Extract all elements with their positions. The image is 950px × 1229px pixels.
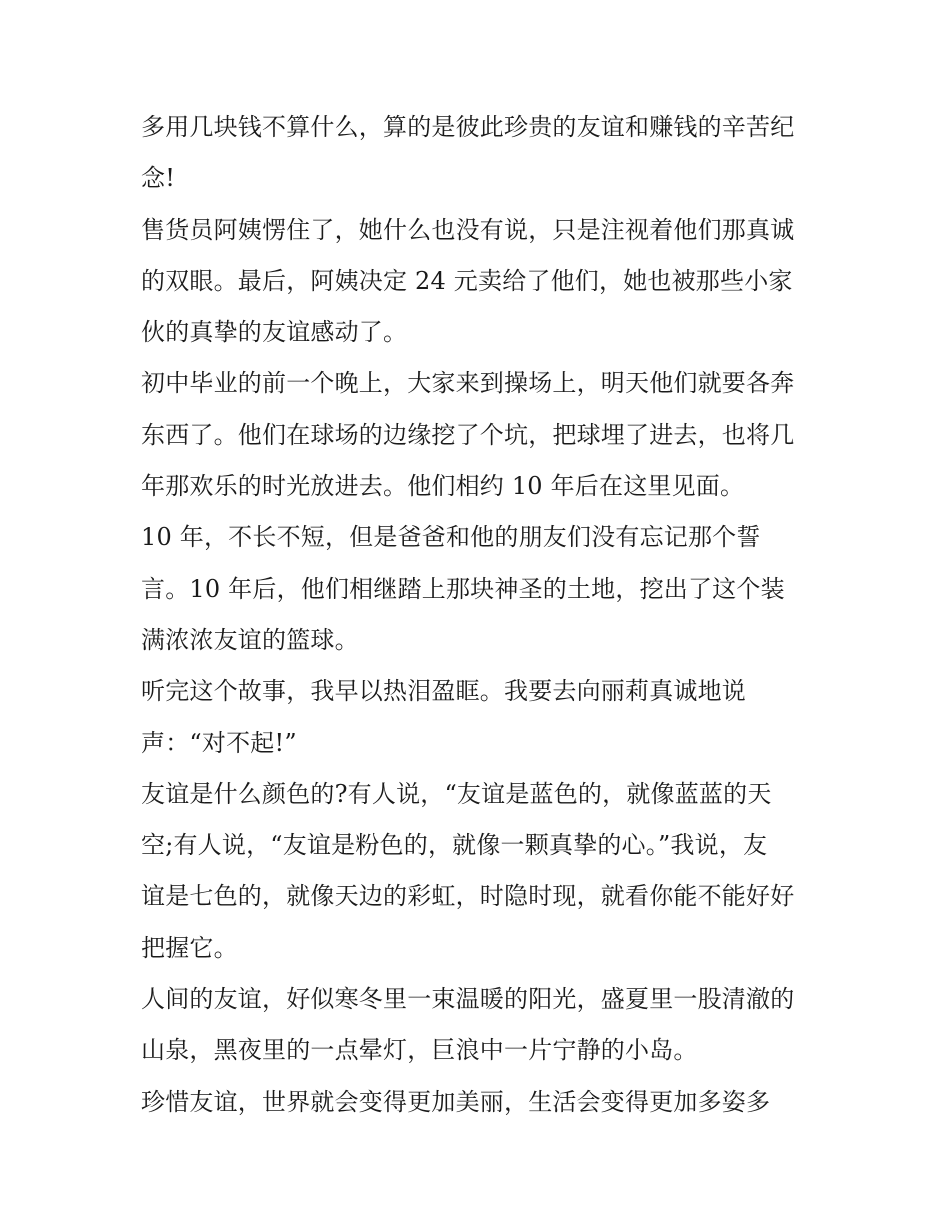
text-line: 东西了。他们在球场的边缘挖了个坑，把球埋了进去，也将几 (141, 420, 795, 449)
text-line: 听完这个故事，我早以热泪盈眶。我要去向丽莉真诚地说 (141, 677, 746, 706)
text-line: 初中毕业的前一个晚上，大家来到操场上，明天他们就要各奔 (141, 369, 795, 398)
text-line: 多用几块钱不算什么，算的是彼此珍贵的友谊和赚钱的辛苦纪 (141, 113, 795, 141)
document-body (141, 102, 831, 1128)
text-line: 山泉，黑夜里的一点晕灯，巨浪中一片宁静的小岛。 (141, 1036, 698, 1065)
text-line: 满浓浓友谊的篮球。 (141, 625, 359, 654)
text-line: 年那欢乐的时光放进去。他们相约 10 年后在这里见面。 (141, 472, 745, 501)
text-line: 10 年，不长不短，但是爸爸和他的朋友们没有忘记那个誓 (141, 523, 761, 552)
text-line: 友谊是什么颜色的?有人说，“友谊是蓝色的，就像蓝蓝的天 (141, 779, 772, 808)
text-line: 声：“对不起!” (141, 728, 297, 757)
text-line: 空;有人说，“友谊是粉色的，就像一颗真挚的心。”我说，友 (141, 831, 768, 860)
text-line: 言。10 年后，他们相继踏上那块神圣的土地，挖出了这个装 (141, 574, 785, 603)
text-line: 念! (141, 164, 176, 193)
text-line: 珍惜友谊，世界就会变得更加美丽，生活会变得更加多姿多 (141, 1087, 771, 1116)
text-line: 的双眼。最后，阿姨决定 24 元卖给了他们，她也被那些小家 (141, 266, 793, 295)
text-line: 谊是七色的，就像天边的彩虹，时隐时现，就看你能不能好好 (141, 882, 795, 911)
text-line: 把握它。 (141, 933, 238, 962)
text-line: 售货员阿姨愣住了，她什么也没有说，只是注视着他们那真诚 (141, 215, 795, 244)
text-line: 人间的友谊，好似寒冬里一束温暖的阳光，盛夏里一股清澈的 (141, 985, 795, 1014)
text-line: 伙的真挚的友谊感动了。 (141, 318, 408, 347)
